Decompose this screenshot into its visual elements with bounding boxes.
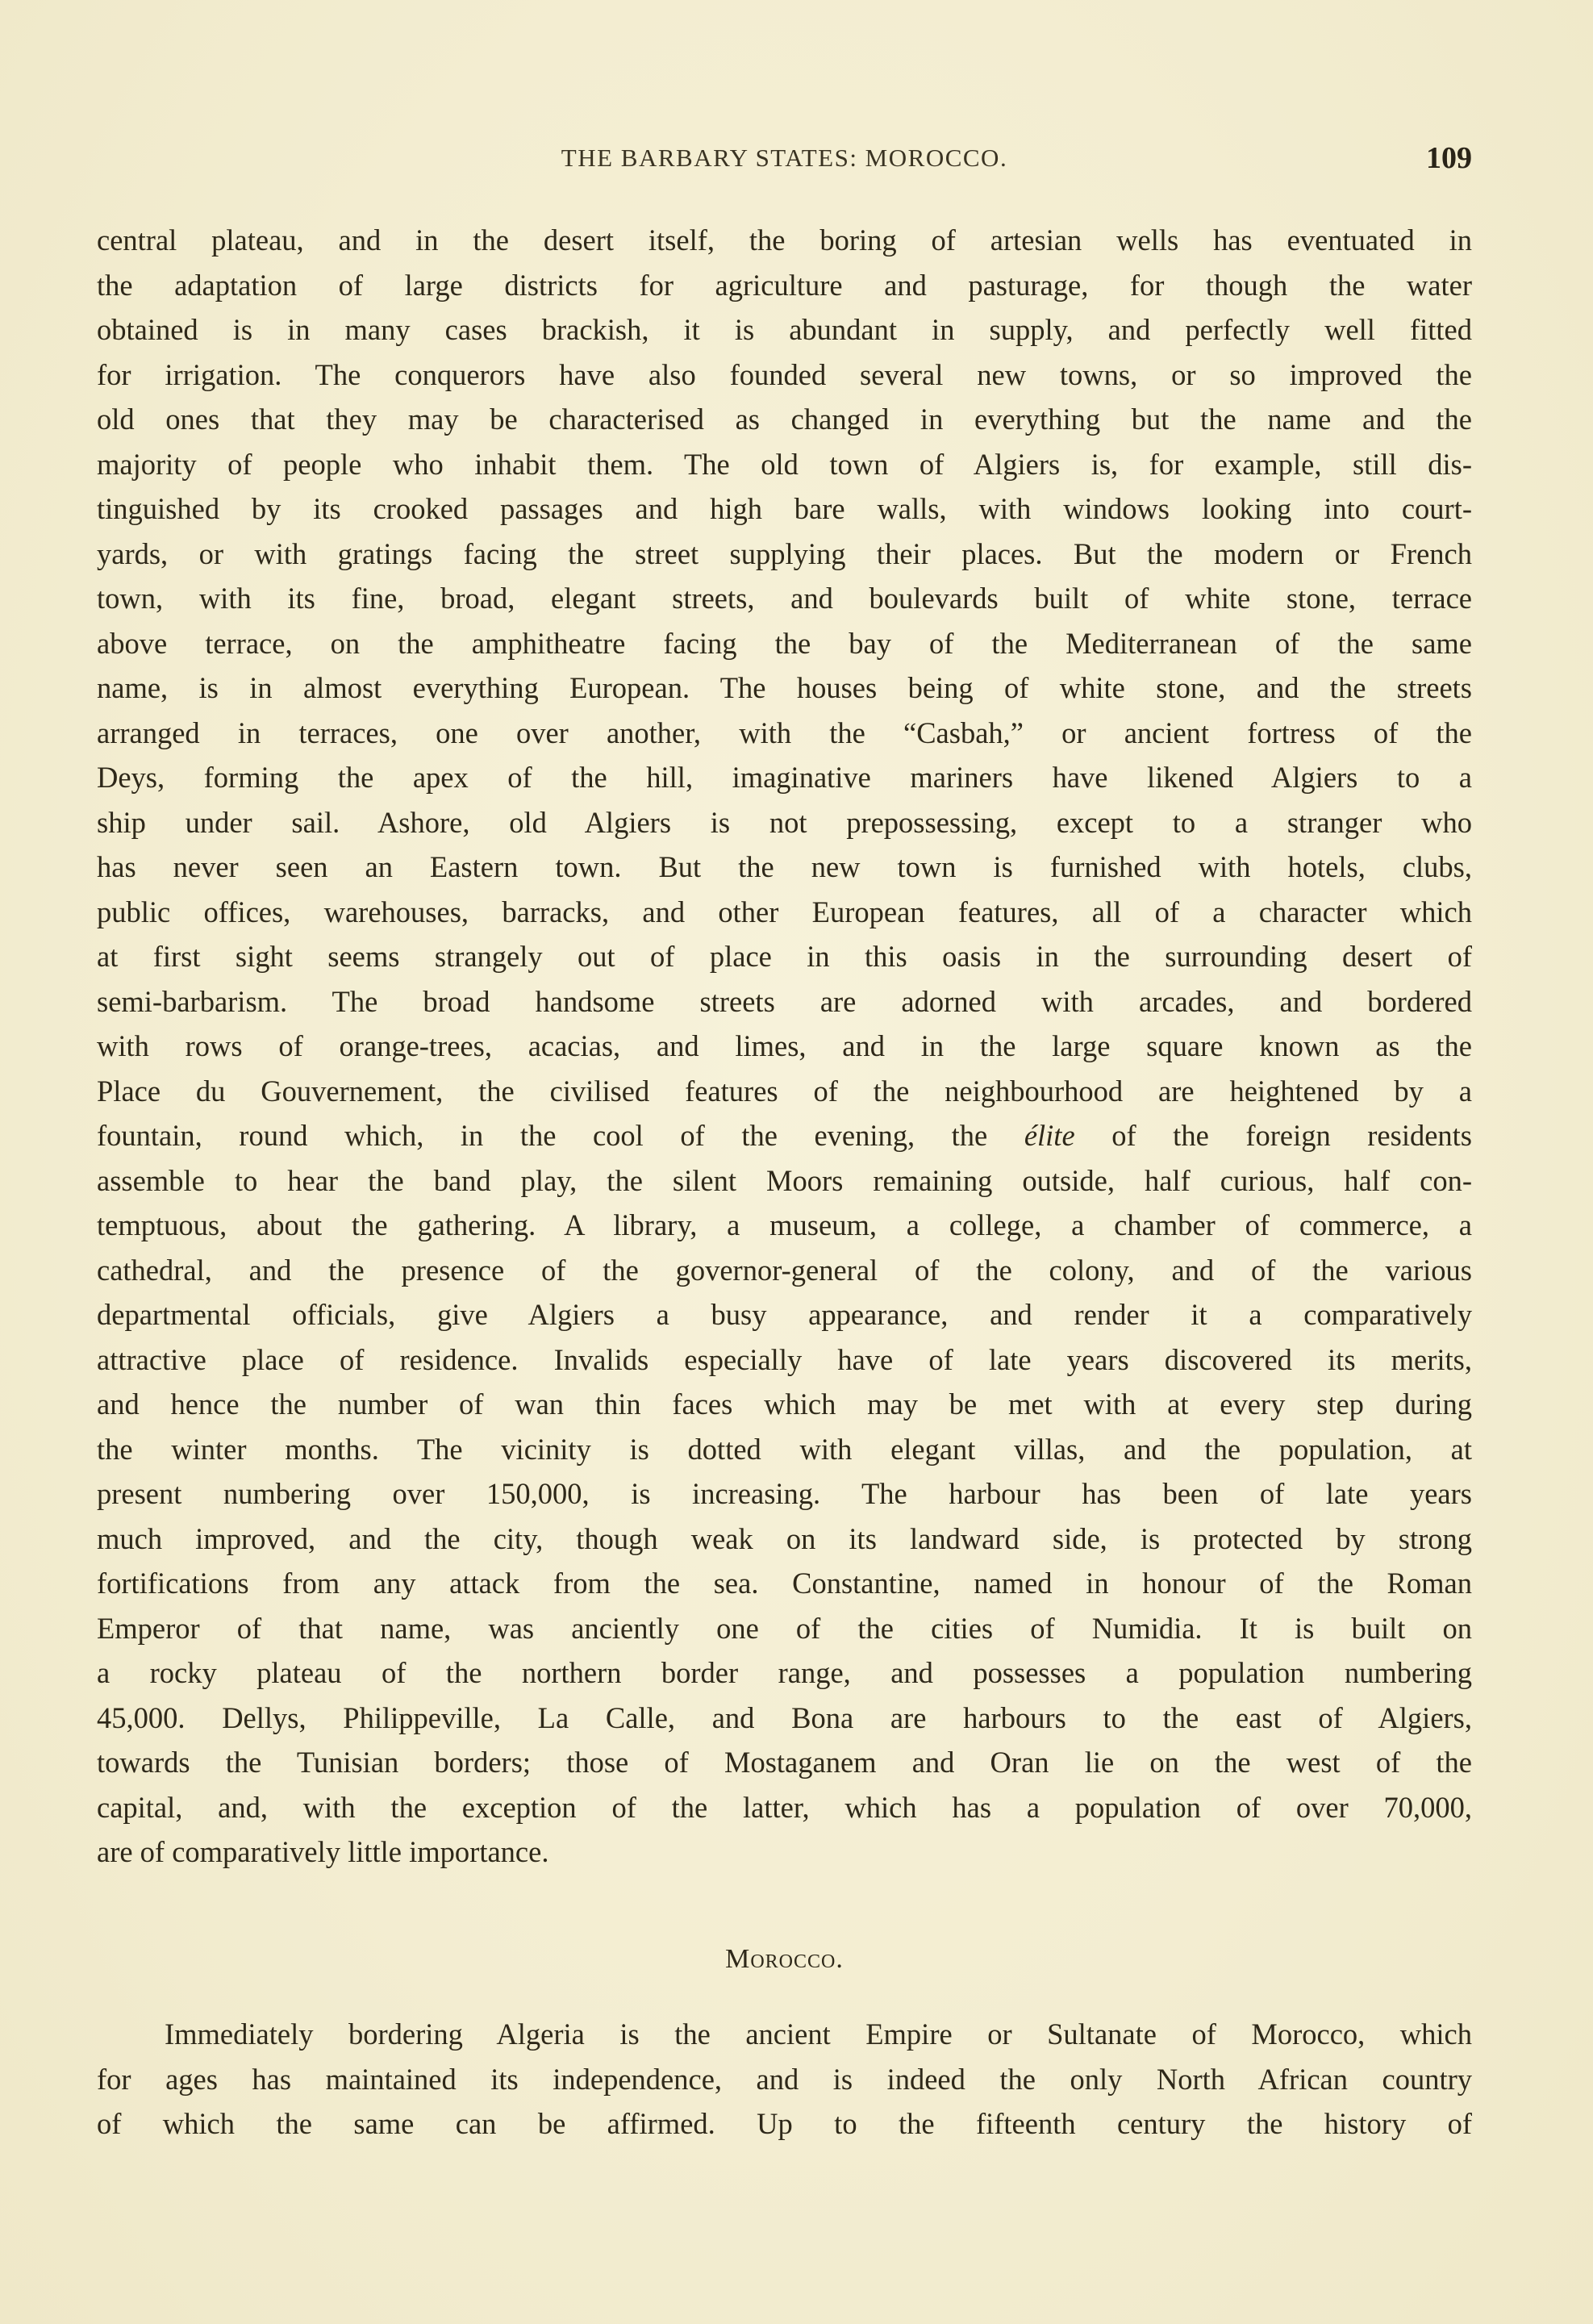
text-line: much improved, and the city, though weak on its landward side, is protected by strong	[97, 1521, 1472, 1555]
running-head	[97, 141, 1472, 184]
text-line: for ages has maintained its independence, and is indeed the only North African country	[97, 2062, 1472, 2096]
text-line: are of comparatively little importance.	[97, 1835, 549, 1868]
text-line: towards the Tunisian borders; those of Mostaganem and Oran lie on the west of the	[97, 1746, 1472, 1779]
text-line: Emperor of that name, was anciently one of the cities of Numidia. It is built on	[97, 1611, 1472, 1645]
text-line: Immediately bordering Algeria is the ancient Empire or Sultanate of Morocco, which	[165, 2017, 1472, 2051]
text-line: above terrace, on the amphitheatre facing the bay of the Mediterranean of the same	[97, 626, 1472, 660]
text-line: arranged in terraces, one over another, with the “Casbah,” or ancient fortress of the	[97, 716, 1472, 749]
text-line: 45,000. Dellys, Philippeville, La Calle, and Bona are harbours to the east of Algiers,	[97, 1700, 1472, 1734]
text-line: temptuous, about the gathering. A library, a museum, a college, a chamber of commerce, a	[97, 1208, 1472, 1241]
text-line: has never seen an Eastern town. But the new town is furnished with hotels, clubs,	[97, 850, 1472, 883]
text-line: ship under sail. Ashore, old Algiers is not prepossessing, except to a stranger who	[97, 805, 1472, 839]
text-line: yards, or with gratings facing the street supplying their places. But the modern or French	[97, 536, 1472, 570]
text-line: obtained is in many cases brackish, it is abundant in supply, and perfectly well fitted	[97, 313, 1472, 346]
text-line: a rocky plateau of the northern border range, and possesses a population numbering	[97, 1656, 1472, 1689]
section-paragraph	[97, 2012, 1472, 2147]
text-line: public offices, warehouses, barracks, and other European features, all of a character which	[97, 895, 1472, 928]
text-line: of which the same can be affirmed. Up to the fifteenth century the history of	[97, 2107, 1472, 2140]
text-line: for irrigation. The conquerors have also founded several new towns, or so improved the	[97, 357, 1472, 391]
text-line: majority of people who inhabit them. The old town of Algiers is, for example, still dis-	[97, 447, 1472, 481]
text-line: capital, and, with the exception of the latter, which has a population of over 70,000,	[97, 1790, 1472, 1824]
text-line: tinguished by its crooked passages and high bare walls, with windows looking into court-	[97, 492, 1472, 525]
text-line: the adaptation of large districts for agriculture and pasturage, for though the water	[97, 268, 1472, 302]
text-line: assemble to hear the band play, the silent Moors remaining outside, half curious, half con-	[97, 1163, 1472, 1197]
text-line: attractive place of residence. Invalids especially have of late years discovered its merits,	[97, 1342, 1472, 1376]
text-line: Place du Gouvernement, the civilised features of the neighbourhood are heightened by a	[97, 1074, 1472, 1108]
text-line: central plateau, and in the desert itself, the boring of artesian wells has eventuated in	[97, 223, 1472, 257]
text-line: fortifications from any attack from the sea. Constantine, named in honour of the Roman	[97, 1567, 1472, 1600]
text-line: at first sight seems strangely out of place in this oasis in the surrounding desert of	[97, 940, 1472, 973]
text-line: departmental officials, give Algiers a busy appearance, and render it a comparatively	[97, 1298, 1472, 1331]
text-line-with-italic	[97, 1113, 1472, 1158]
text-line: semi-barbarism. The broad handsome streets are adorned with arcades, and bordered	[97, 984, 1472, 1018]
text-line: old ones that they may be characterised as changed in everything but the name and the	[97, 403, 1472, 436]
text-line: present numbering over 150,000, is increasing. The harbour has been of late years	[97, 1477, 1472, 1510]
page-number: 109	[1426, 141, 1472, 175]
running-title: THE BARBARY STATES: MOROCCO.	[561, 144, 1008, 172]
text-segment: fountain, round which, in the cool of the evening, the	[97, 1119, 988, 1152]
text-line: the winter months. The vicinity is dotted with elegant villas, and the population, at	[97, 1432, 1472, 1466]
italic-word: élite	[1024, 1119, 1075, 1152]
section-heading: Morocco.	[725, 1944, 844, 1974]
main-paragraph	[97, 218, 1472, 1875]
text-line: town, with its fine, broad, elegant streets, and boulevards built of white stone, terrace	[97, 582, 1472, 615]
text-line: cathedral, and the presence of the governor-general of the colony, and of the various	[97, 1253, 1472, 1287]
text-segment: of the foreign residents	[1111, 1119, 1472, 1152]
text-line: Deys, forming the apex of the hill, imaginative mariners have likened Algiers to a	[97, 761, 1472, 794]
text-line: name, is in almost everything European. The houses being of white stone, and the streets	[97, 671, 1472, 704]
text-line: with rows of orange-trees, acacias, and limes, and in the large square known as the	[97, 1029, 1472, 1062]
text-line: and hence the number of wan thin faces which may be met with at every step during	[97, 1387, 1472, 1421]
